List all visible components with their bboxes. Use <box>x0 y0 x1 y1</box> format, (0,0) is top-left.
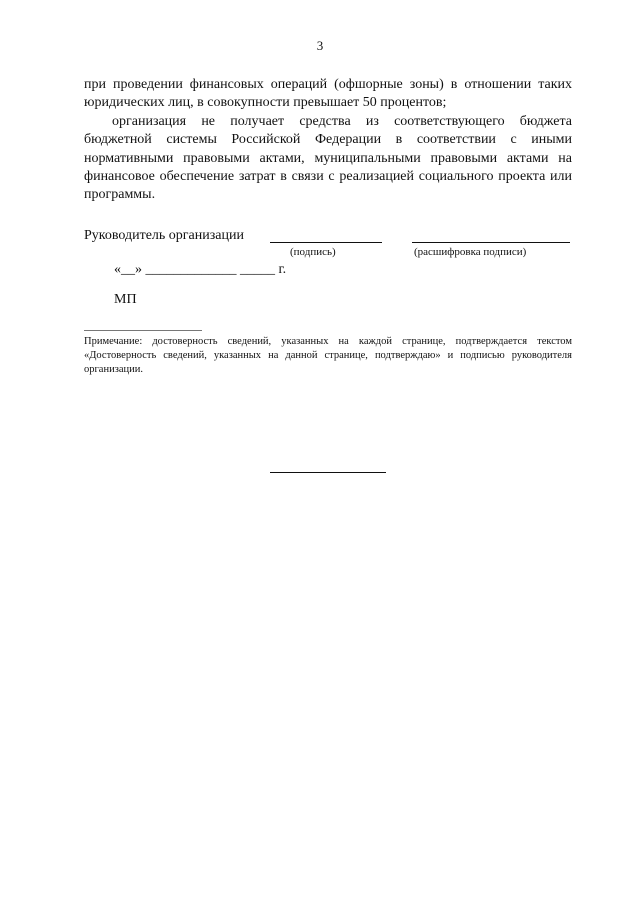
page-number: 3 <box>316 38 324 53</box>
signature-line <box>270 242 382 243</box>
footnote-divider <box>84 330 202 331</box>
stamp-placeholder: МП <box>114 292 137 307</box>
signature-decoding-caption: (расшифровка подписи) <box>414 246 527 258</box>
page-end-divider <box>270 472 386 473</box>
signature-caption: (подпись) <box>290 246 336 258</box>
date-line: «__» _____________ _____ г. <box>114 262 287 277</box>
body-paragraph: организация не получает средства из соответствующего бюджета бюджетной системы Российской Федерации в соответствии с иными нормативными правовыми актами, муниципальными правовыми актами на финансовое обеспечение затрат в связи с реализацией социального проекта или программы. <box>84 113 572 203</box>
footnote: Примечание: достоверность сведений, указанных на каждой странице, подтверждается текстом «Достоверность сведений, указанных на данной странице, подтверждаю» и подписью руководителя организации. <box>84 336 572 376</box>
body-paragraph: при проведении финансовых операций (офшорные зоны) в отношении таких юридических лиц, в совокупности превышает 50 процентов; <box>84 77 572 111</box>
document-body <box>84 76 572 205</box>
signature-decoding-line <box>412 242 570 243</box>
signature-label: Руководитель организации <box>84 228 244 243</box>
